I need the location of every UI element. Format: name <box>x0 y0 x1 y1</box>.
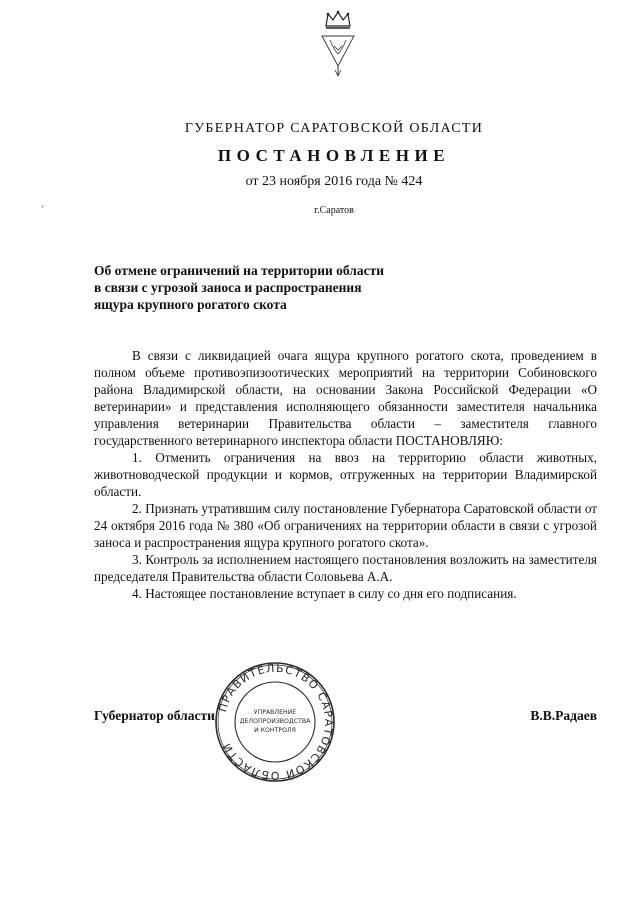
document-city: г.Саратов <box>314 205 354 216</box>
issuing-authority: ГУБЕРНАТОР САРАТОВСКОЙ ОБЛАСТИ <box>184 121 484 136</box>
subject-line: в связи с угрозой заноса и распространения <box>94 280 362 295</box>
seal-inner-line: И КОНТРОЛЯ <box>254 727 296 734</box>
official-seal-stamp <box>213 660 337 784</box>
seal-outer-text: ПРАВИТЕЛЬСТВО САРАТОВСКОЙ ОБЛАСТИ <box>216 661 336 783</box>
subject-line: ящура крупного рогатого скота <box>94 297 287 312</box>
crown-emblem-icon <box>308 10 368 80</box>
document-date-number: от 23 ноября 2016 года № 424 <box>245 174 423 189</box>
body-paragraph-preamble: В связи с ликвидацией очага ящура крупного рогатого скота, проведением в полном объеме противоэпизоотических мероприятий на территории Собиновского района Владимирской области, на основании Закона Российской Федерации «О ветеринарии» и представления исполняющего обязанности заместителя начальника управления ветеринарии Правительства области – заместителя главного государственного ветеринарного инспектора области ПОСТАНОВЛЯЮ: <box>94 348 597 448</box>
body-paragraph-item-3: 3. Контроль за исполнением настоящего постановления возложить на заместителя председателя Правительства области Соловьева А.А. <box>94 552 597 584</box>
document-type-title: ПОСТАНОВЛЕНИЕ <box>217 146 451 165</box>
document-subject <box>94 262 454 313</box>
document-body <box>94 347 597 602</box>
subject-line: Об отмене ограничений на территории области <box>94 263 385 278</box>
signatory-position: Губернатор области <box>94 708 215 723</box>
seal-inner-line: ДЕЛОПРОИЗВОДСТВА <box>239 718 311 725</box>
body-paragraph-item-1: 1. Отменить ограничения на ввоз на территорию области животных, животноводческой продукции и кормов, отгруженных на территории Владимирской области. <box>94 450 597 499</box>
scan-speck: ' <box>42 204 44 214</box>
signatory-name: В.В.Радаев <box>530 708 597 723</box>
body-paragraph-item-4: 4. Настоящее постановление вступает в силу со дня его подписания. <box>132 586 517 601</box>
seal-inner-line: УПРАВЛЕНИЕ <box>253 709 297 716</box>
body-paragraph-item-2: 2. Признать утратившим силу постановление Губернатора Саратовской области от 24 октября 2016 года № 380 «Об ограничениях на территории области в связи с угрозой заноса и распространения ящура крупного рогатого скота». <box>94 501 597 550</box>
